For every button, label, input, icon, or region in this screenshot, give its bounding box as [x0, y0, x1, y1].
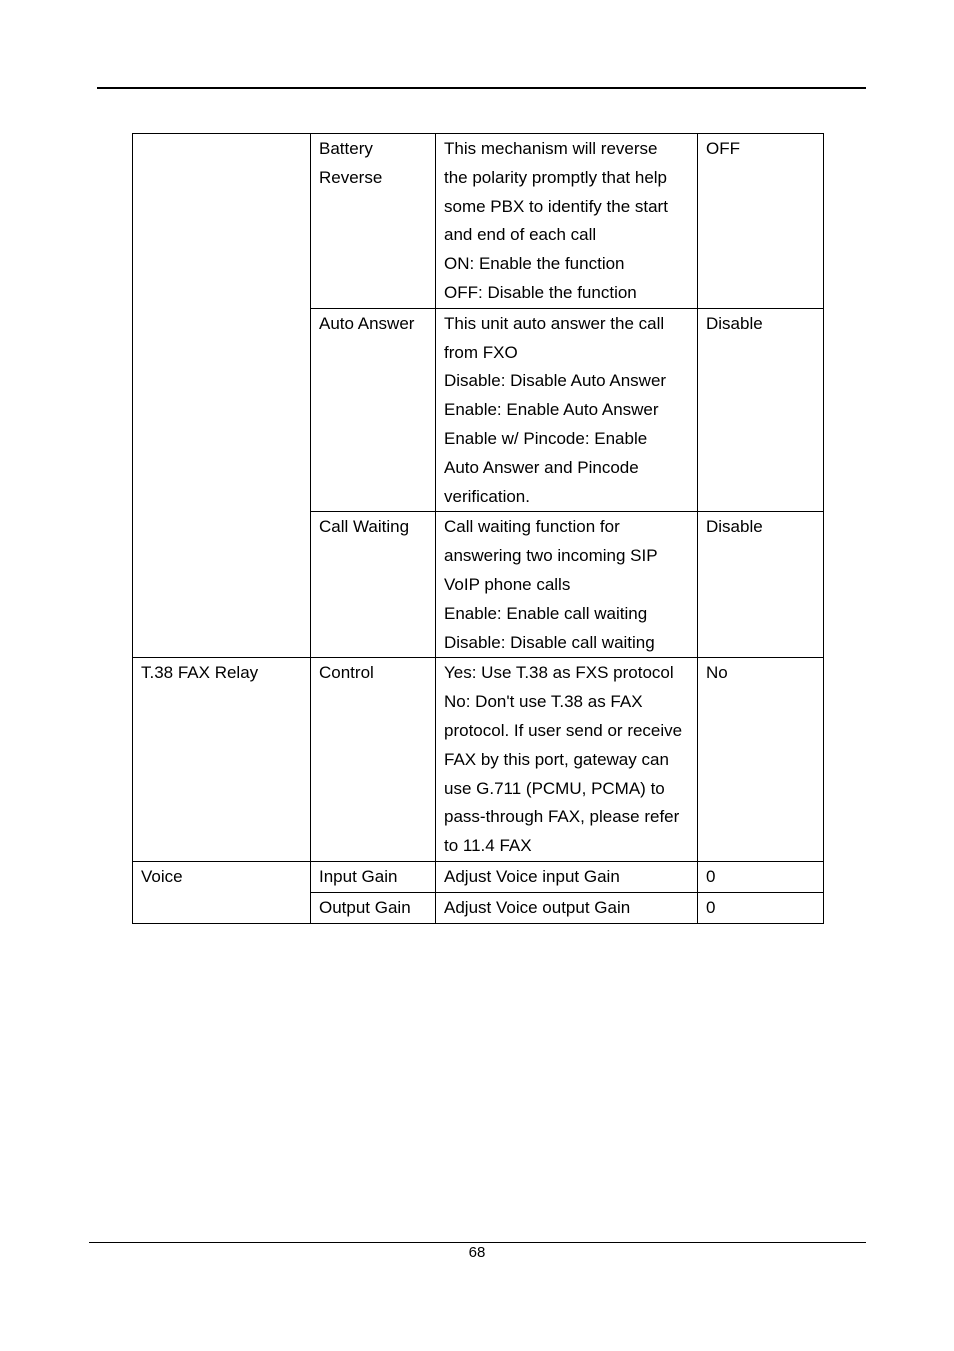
- default-cell: Disable: [698, 308, 824, 512]
- category-cell: Voice: [133, 861, 311, 923]
- category-cell: [133, 134, 311, 658]
- description-cell: This unit auto answer the call from FXO Disable: Disable Auto Answer Enable: Enable Auto Answer Enable w/ Pincode: Enable Auto Answer and Pincode verification.: [436, 308, 698, 512]
- settings-table: [132, 133, 824, 924]
- default-cell: 0: [698, 861, 824, 892]
- item-cell: Auto Answer: [311, 308, 436, 512]
- item-cell: Control: [311, 658, 436, 862]
- page-number: 68: [468, 1244, 486, 1261]
- description-cell: This mechanism will reverse the polarity promptly that help some PBX to identify the start and end of each call ON: Enable the function OFF: Disable the function: [436, 134, 698, 309]
- default-cell: 0: [698, 892, 824, 923]
- item-cell: Output Gain: [311, 892, 436, 923]
- table-row: [133, 134, 824, 309]
- item-cell: Call Waiting: [311, 512, 436, 658]
- description-cell: Adjust Voice input Gain: [436, 861, 698, 892]
- description-cell: Adjust Voice output Gain: [436, 892, 698, 923]
- description-cell: Call waiting function for answering two incoming SIP VoIP phone calls Enable: Enable call waiting Disable: Disable call waiting: [436, 512, 698, 658]
- default-cell: OFF: [698, 134, 824, 309]
- item-cell: Battery Reverse: [311, 134, 436, 309]
- table-row: [133, 861, 824, 892]
- footer-rule: [89, 1242, 866, 1243]
- default-cell: No: [698, 658, 824, 862]
- description-cell: Yes: Use T.38 as FXS protocol No: Don't use T.38 as FAX protocol. If user send or receive FAX by this port, gateway can use G.711 (PCMU, PCMA) to pass-through FAX, please refer to 11.4 FAX: [436, 658, 698, 862]
- category-cell: T.38 FAX Relay: [133, 658, 311, 862]
- header-rule: [97, 87, 866, 89]
- default-cell: Disable: [698, 512, 824, 658]
- table-row: [133, 658, 824, 862]
- item-cell: Input Gain: [311, 861, 436, 892]
